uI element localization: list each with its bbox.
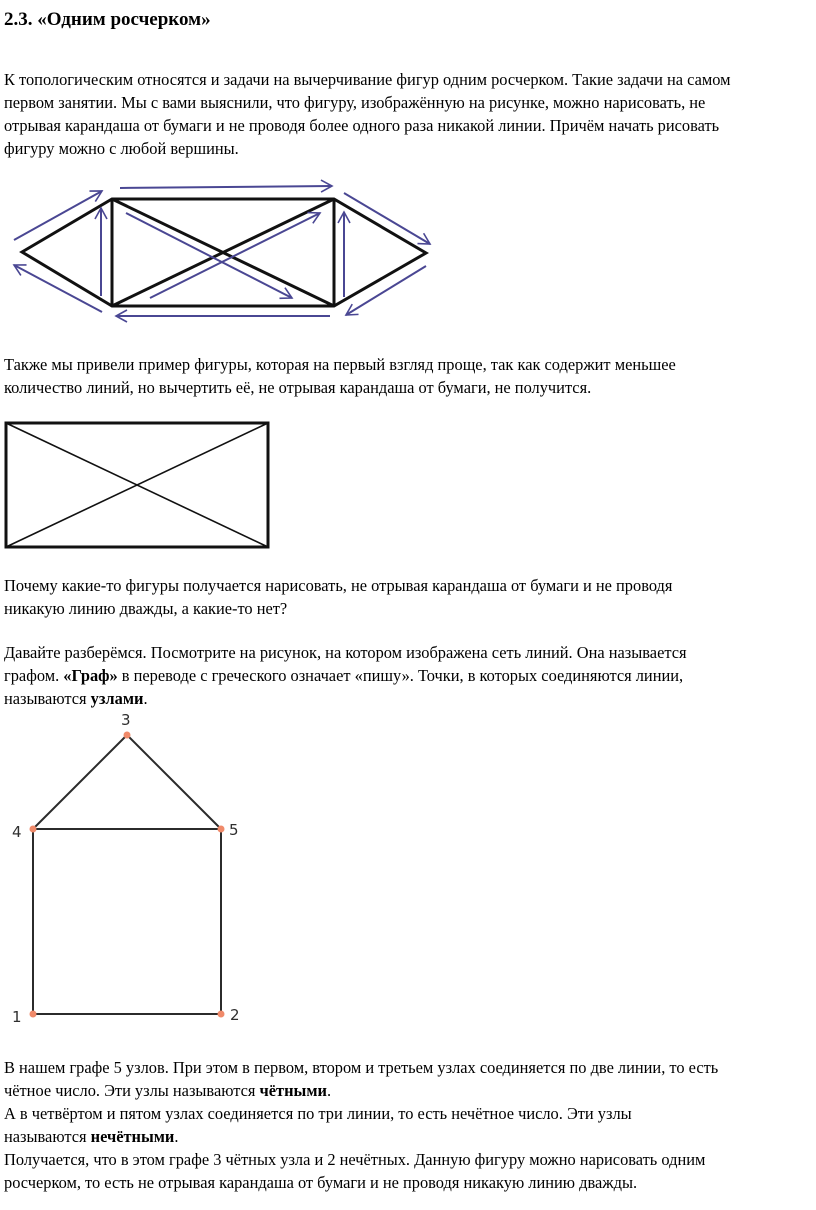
arrow-upper-right <box>344 193 430 244</box>
section-heading: 2.3. «Одним росчерком» <box>4 9 211 30</box>
graph-def-text: графом. <box>4 666 64 685</box>
intro-paragraph <box>4 68 730 160</box>
conclusion-line-2 <box>4 1079 718 1102</box>
conclusion-line-1: В нашем графе 5 узлов. При этом в первом, втором и третьем узлах соединяется по две линии, то есть <box>4 1058 719 1077</box>
node-1 <box>30 1011 37 1018</box>
graph-def-line-2 <box>4 664 687 687</box>
graph-def-text: в переводе с греческого означает «пишу». Точки, в которых соединяются линии, <box>117 666 684 685</box>
arrow-diagonal-up <box>150 213 320 298</box>
question-line-2: никакую линию дважды, а какие-то нет? <box>4 599 288 618</box>
conclusion-line-4 <box>4 1125 718 1148</box>
edge-5-3 <box>127 735 221 829</box>
intro-line-3: отрывая карандаша от бумаги и не проводя более одного раза никакой линии. Причём начать рисовать <box>4 116 720 135</box>
question-paragraph <box>4 574 672 620</box>
graph-definition-paragraph <box>4 641 687 710</box>
conclusion-paragraph <box>4 1056 718 1194</box>
conclusion-line-5: Получается, что в этом графе 3 чётных узла и 2 нечётных. Данную фигуру можно нарисовать одним <box>4 1150 706 1169</box>
node-label-2: 2 <box>230 1006 240 1024</box>
arrow-top <box>120 186 332 188</box>
intro-line-2: первом занятии. Мы с вами выяснили, что фигуру, изображённую на рисунке, можно нарисовать, не <box>4 93 706 112</box>
graph-def-line-1: Давайте разберёмся. Посмотрите на рисунок, на котором изображена сеть линий. Она называется <box>4 643 687 662</box>
arrow-diagonal-down <box>126 213 292 298</box>
conclusion-line-3: А в четвёртом и пятом узлах соединяется по три линии, то есть нечётное число. Эти узлы <box>4 1104 632 1123</box>
example-paragraph <box>4 353 676 399</box>
term-graph: «Граф» <box>63 666 118 685</box>
edge-4-3 <box>33 735 127 829</box>
intro-line-4: фигуру можно с любой вершины. <box>4 139 239 158</box>
node-2 <box>218 1011 225 1018</box>
conclusion-text: чётное число. Эти узлы называются <box>4 1081 260 1100</box>
arrow-upper-left <box>14 191 102 240</box>
term-nodes: узлами <box>90 689 144 708</box>
rectangle-figure <box>0 418 275 553</box>
node-label-5: 5 <box>229 821 239 839</box>
node-4 <box>30 826 37 833</box>
term-odd: нечётными <box>90 1127 175 1146</box>
graph-def-text: называются <box>4 689 91 708</box>
conclusion-text: называются <box>4 1127 91 1146</box>
question-line-1: Почему какие-то фигуры получается нарисовать, не отрывая карандаша от бумаги и не проводя <box>4 576 673 595</box>
example-line-2: количество линий, но вычертить её, не отрывая карандаша от бумаги, не получится. <box>4 378 592 397</box>
conclusion-text: . <box>174 1127 179 1146</box>
conclusion-text: . <box>326 1081 332 1100</box>
conclusion-line-6: росчерком, то есть не отрывая карандаша от бумаги и не проводя никакую линию дважды. <box>4 1173 638 1192</box>
term-even: чётными <box>259 1081 327 1100</box>
example-line-1: Также мы привели пример фигуры, которая на первый взгляд проще, так как содержит меньшее <box>4 355 676 374</box>
house-graph <box>0 705 260 1035</box>
node-5 <box>218 826 225 833</box>
node-label-4: 4 <box>12 823 22 841</box>
node-3 <box>124 732 131 739</box>
node-label-1: 1 <box>12 1008 22 1026</box>
intro-line-1: К топологическим относятся и задачи на вычерчивание фигур одним росчерком. Такие задачи на самом <box>4 70 731 89</box>
one-stroke-figure <box>0 170 440 330</box>
node-label-3: 3 <box>121 711 131 729</box>
graph-def-text: . <box>143 689 148 708</box>
